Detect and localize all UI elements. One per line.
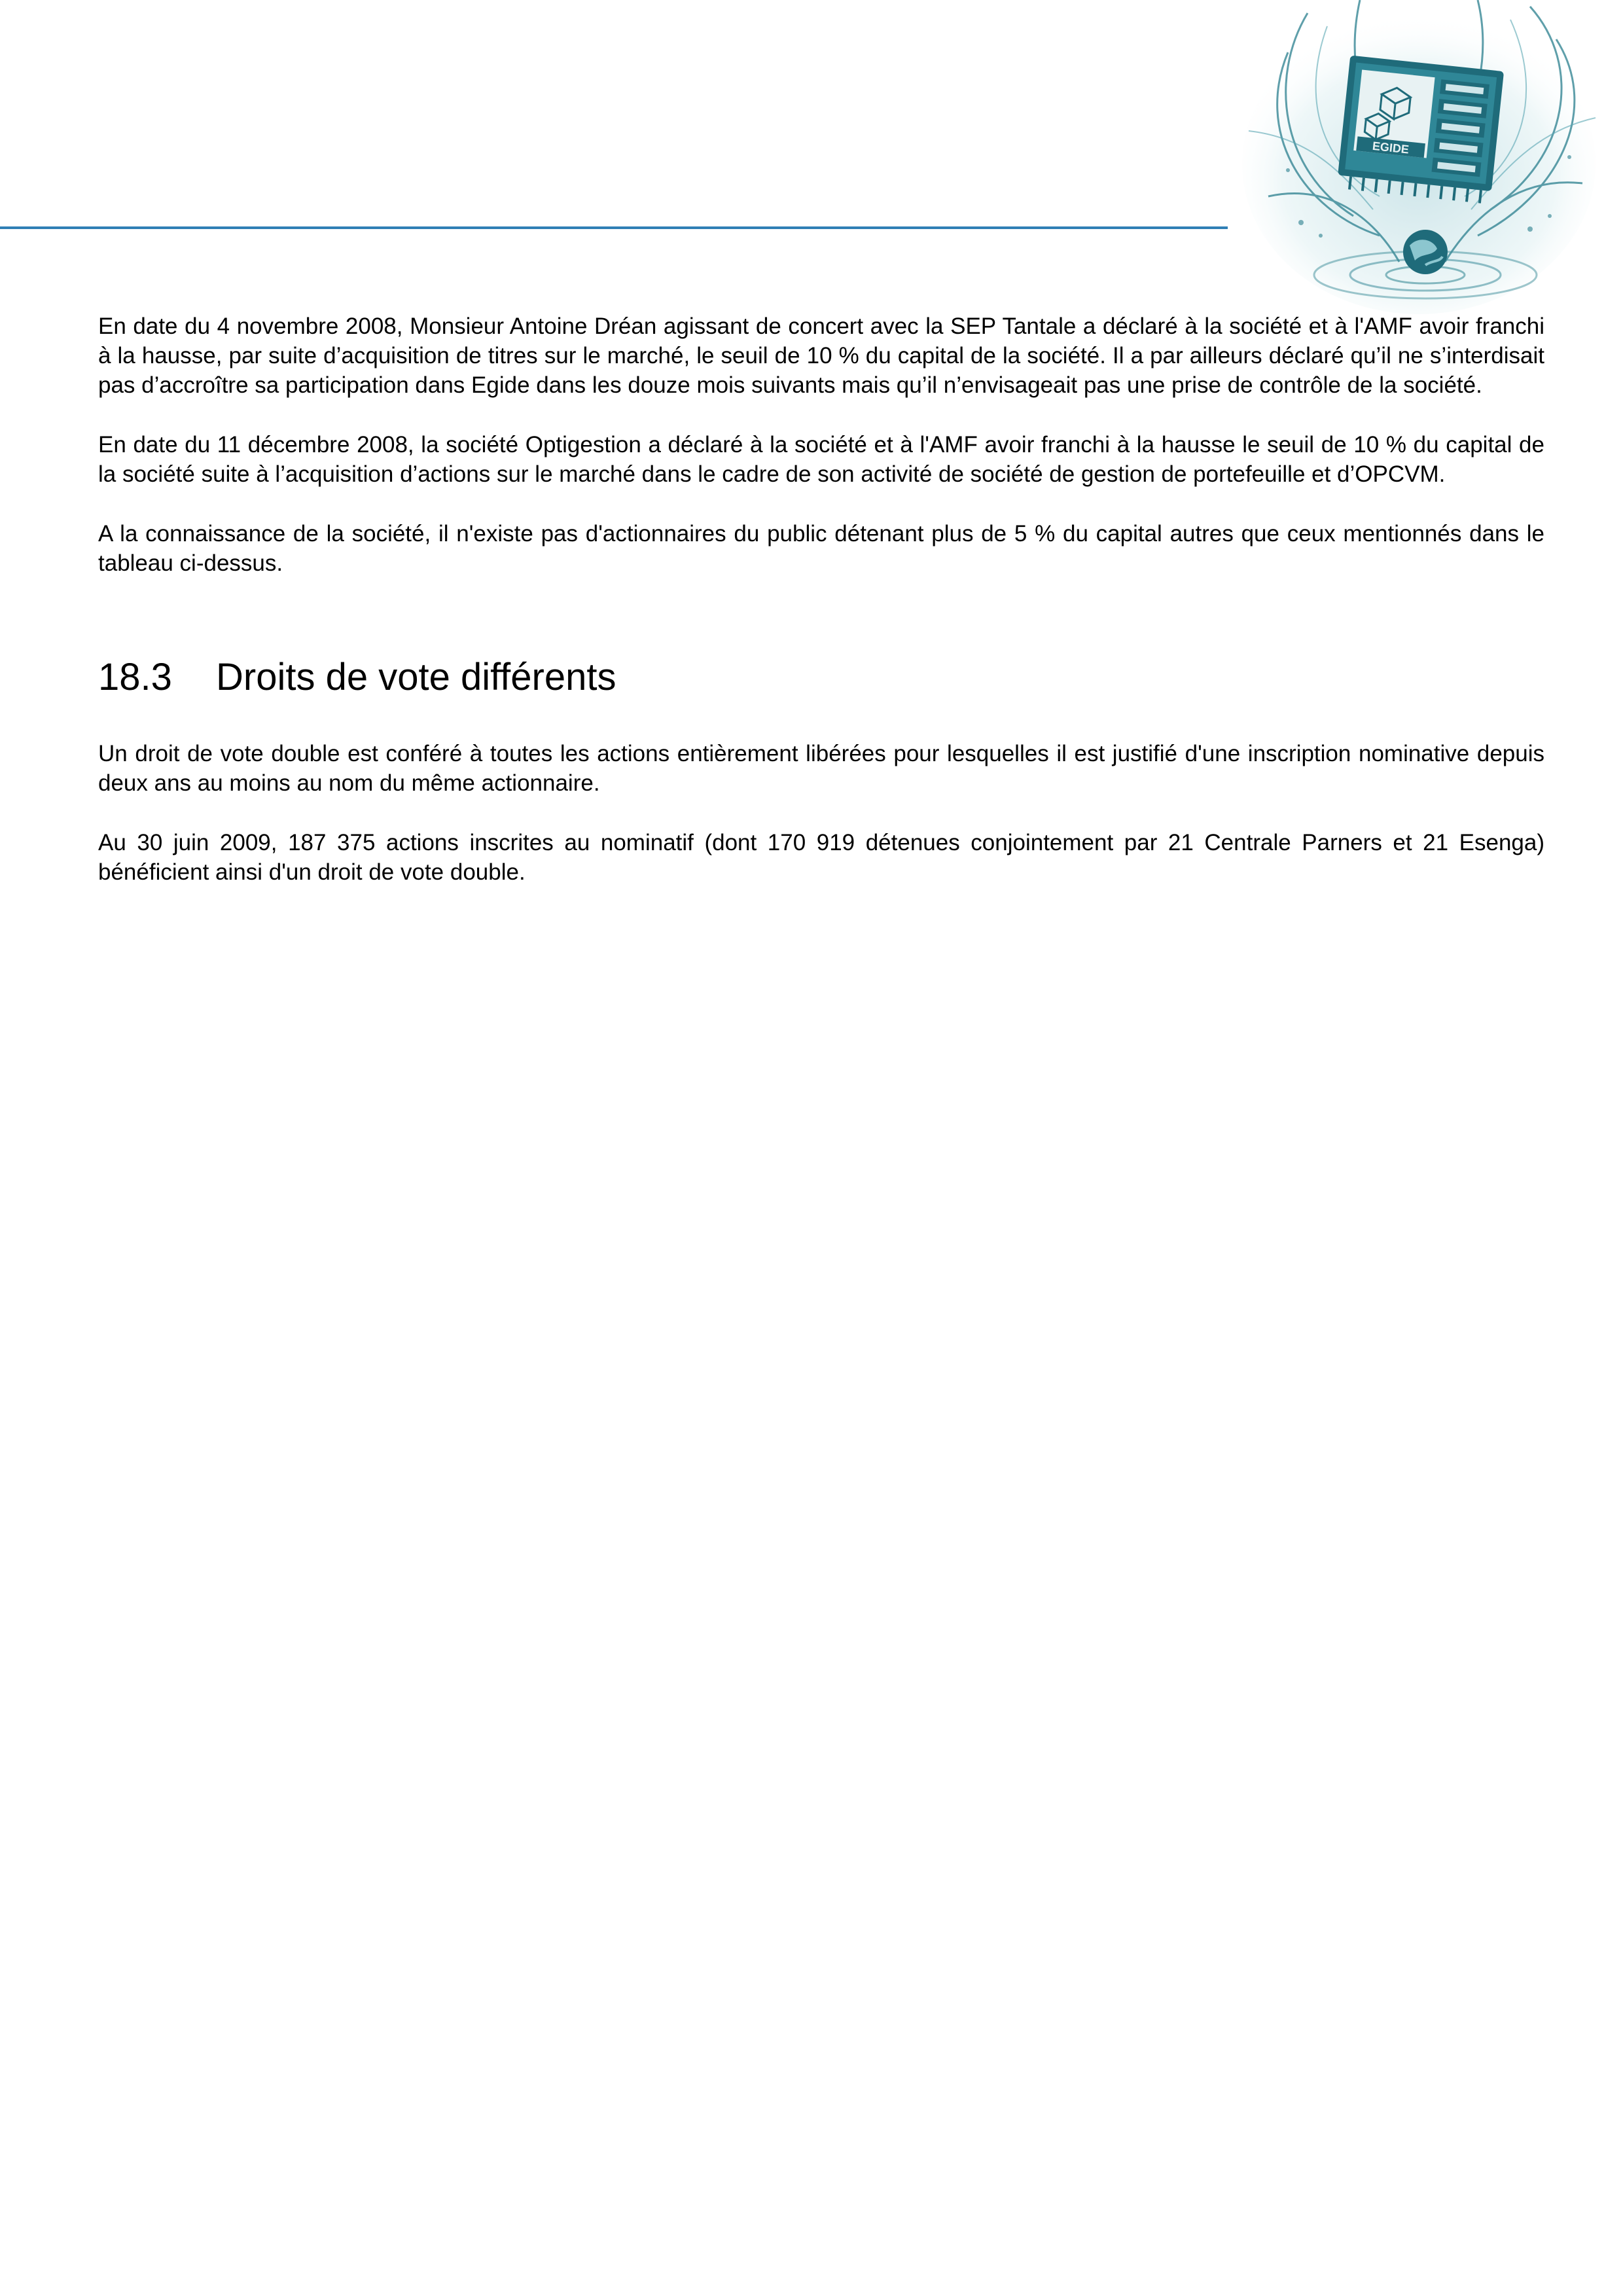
paragraph-public-shareholders: A la connaissance de la société, il n'existe pas d'actionnaires du public détenant plus de 5 % du capital autres que ceux mentionnés dans le tableau ci-dessus. xyxy=(98,521,1544,576)
paragraph-double-vote-count: Au 30 juin 2009, 187 375 actions inscrites au nominatif (dont 170 919 détenues conjointement par 21 Centrale Parners et 21 Esenga) bénéficient ainsi d'un droit de vote double. xyxy=(98,830,1544,885)
header-rule xyxy=(0,226,1228,229)
document-body xyxy=(98,312,1544,917)
section-number: 18.3 xyxy=(98,656,172,698)
section-heading xyxy=(98,654,1544,701)
paragraph-drean-declaration: En date du 4 novembre 2008, Monsieur Antoine Dréan agissant de concert avec la SEP Tantale a déclaré à la société et à l'AMF avoir franchi à la hausse, par suite d’acquisition de titres sur le marché, le seuil de 10 % du capital de la société. Il a par ailleurs déclaré qu’il ne s’interdisait pas d’accroître sa participation dans Egide dans les douze mois suivants mais qu’il n’envisageait pas une prise de contrôle de la société. xyxy=(98,314,1544,398)
logo-wordmark: EGIDE xyxy=(1372,139,1410,156)
section-title: Droits de vote différents xyxy=(216,656,616,698)
paragraph-optigestion-declaration: En date du 11 décembre 2008, la société Optigestion a déclaré à la société et à l'AMF avoir franchi à la hausse le seuil de 10 % du capital de la société suite à l’acquisition d’actions sur le marché dans le cadre de son activité de société de gestion de portefeuille et d’OPCVM. xyxy=(98,432,1544,487)
egide-logo-illustration xyxy=(1229,0,1609,314)
paragraph-double-vote-rule: Un droit de vote double est conféré à toutes les actions entièrement libérées pour lesquelles il est justifié d'une inscription nominative depuis deux ans au moins au nom du même actionnaire. xyxy=(98,741,1544,796)
